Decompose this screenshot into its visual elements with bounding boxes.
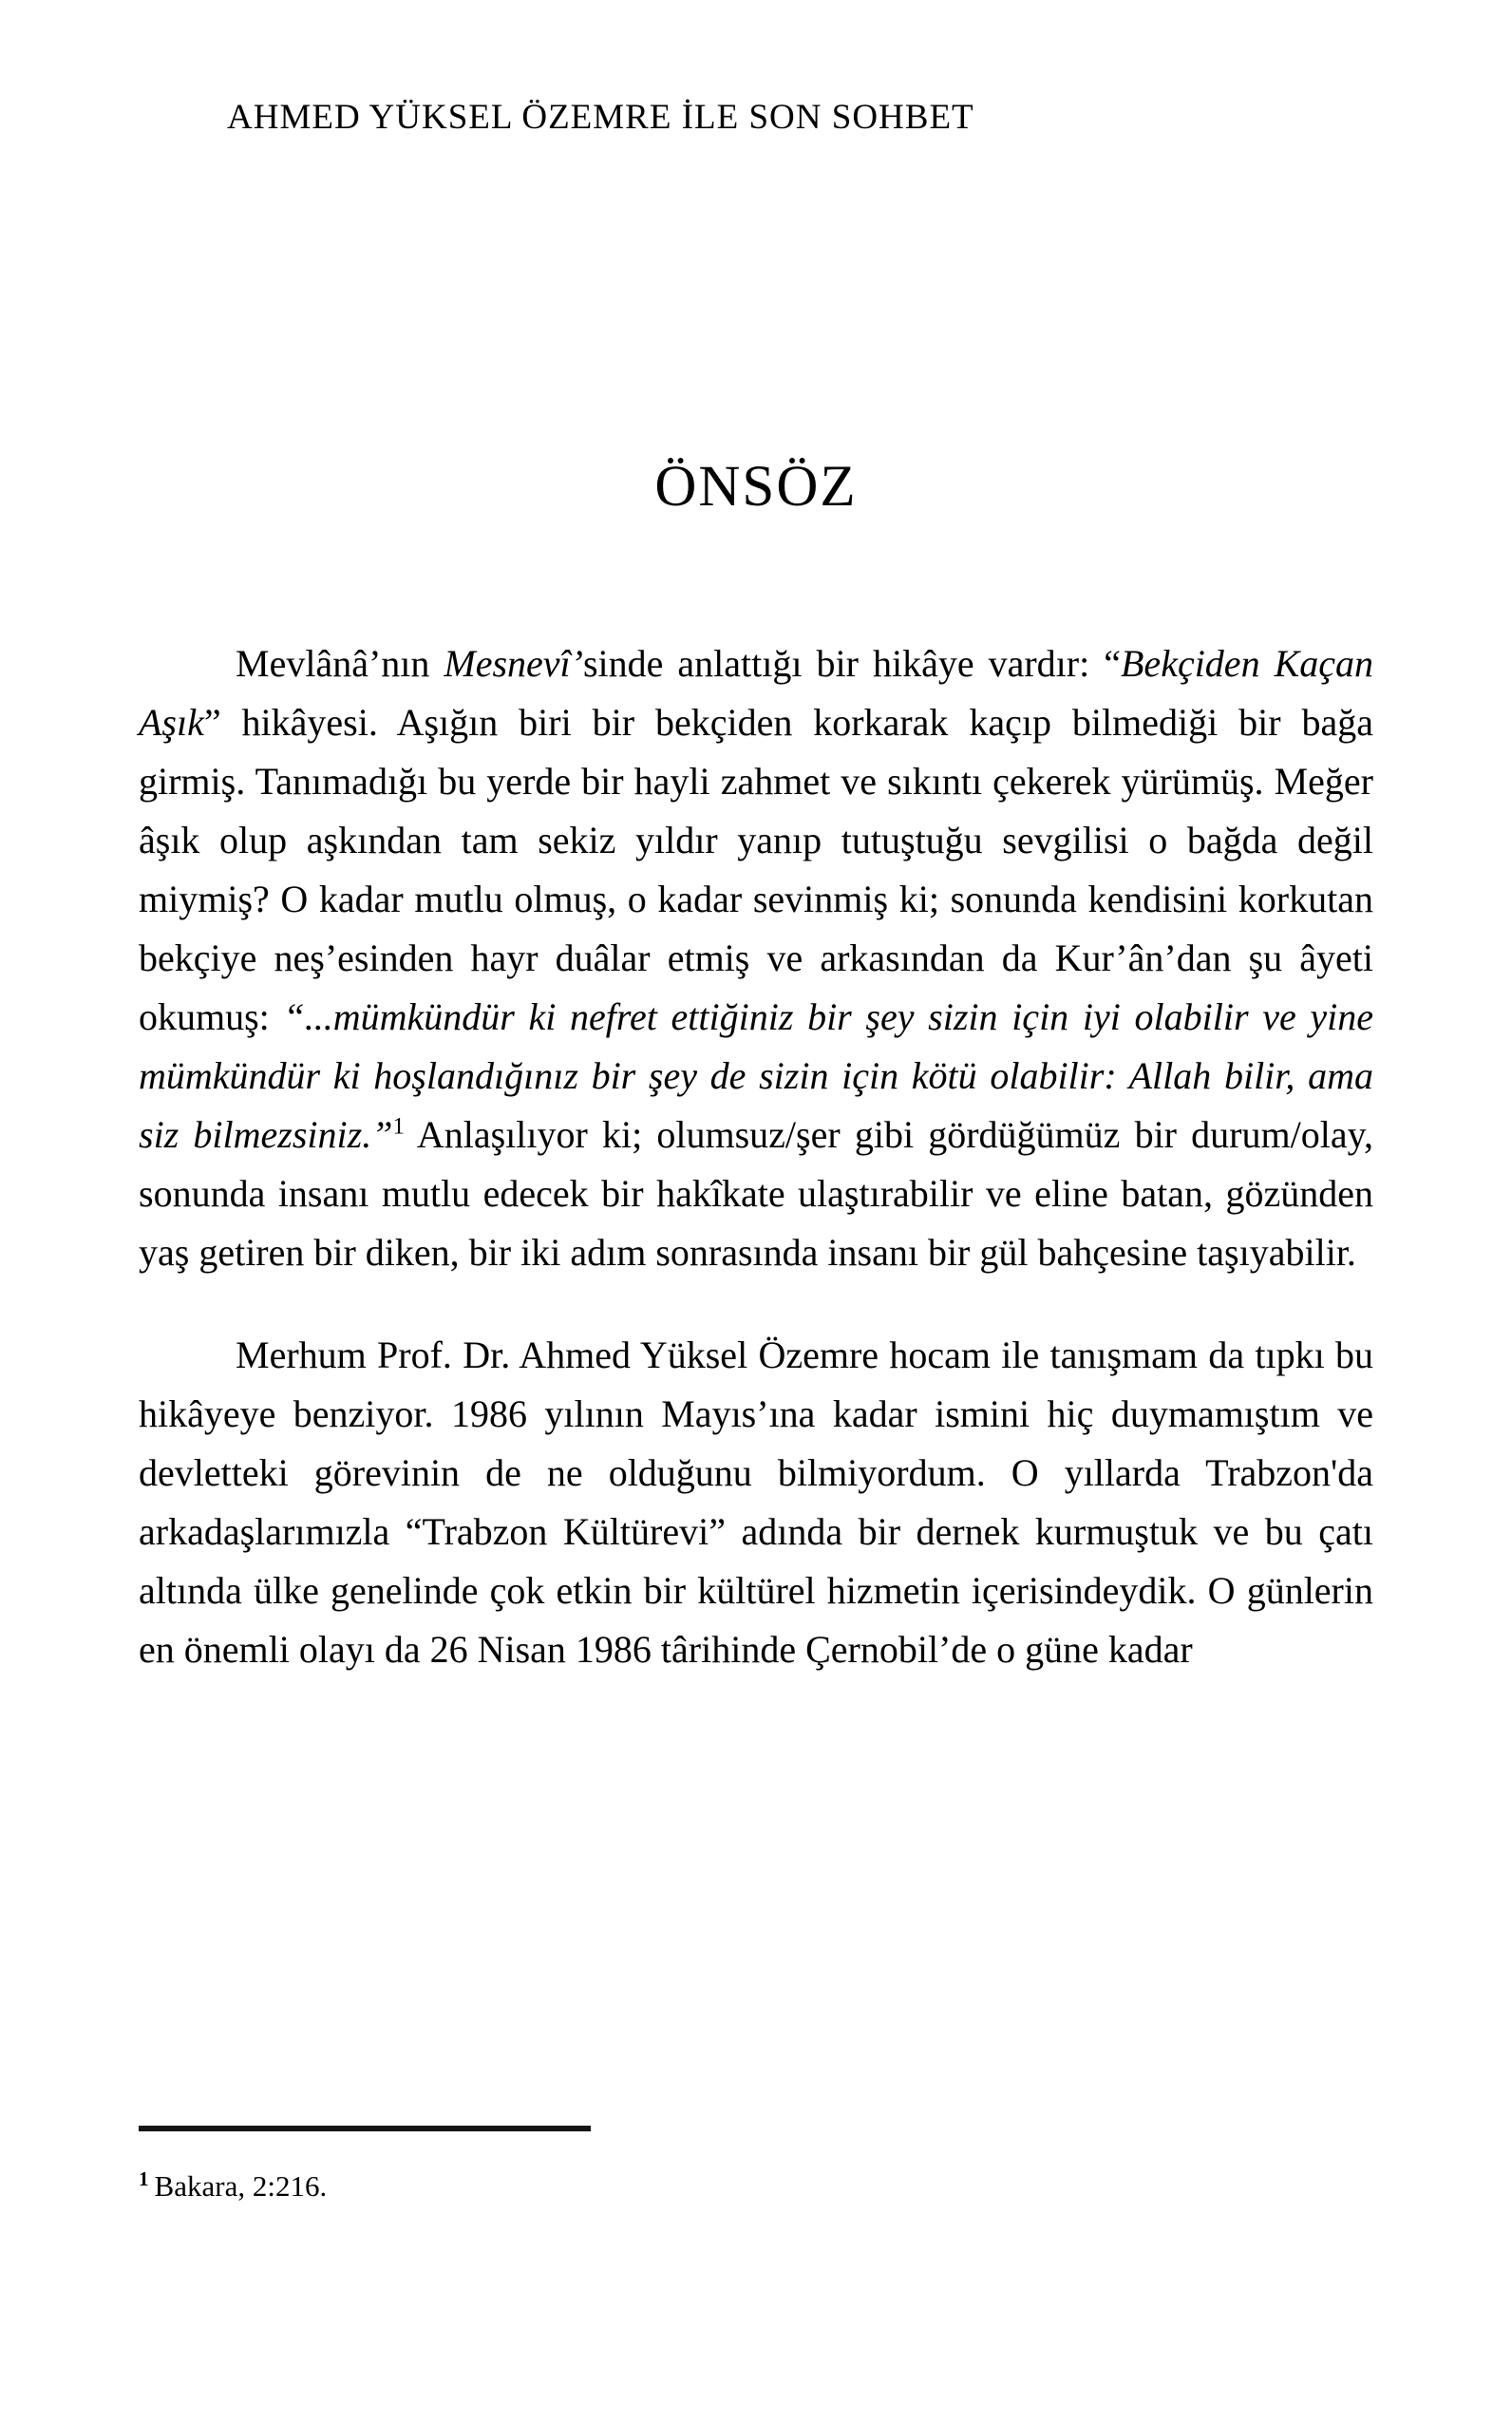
paragraph: Mevlânâ’nın Mesnevî’sinde anlattığı bir hikâye vardır: “Bekçiden Kaçan Aşık” hikâyesi. Aşığın biri bir bekçiden korkarak kaçıp bilmediği bir bağa girmiş. Tanımadığı bu yerde bir hayli zahmet ve sıkıntı çekerek yürümüş. Meğer âşık olup aşkından tam sekiz yıldır yanıp tutuştuğu sevgilisi o bağda değil miymiş? O kadar mutlu olmuş, o kadar sevinmiş ki; sonunda kendisini korkutan bekçiye neş’esinden hayr duâlar etmiş ve arkasından da Kur’ân’dan şu âyeti okumuş: “...mümkündür ki nefret ettiğiniz bir şey sizin için iyi olabilir ve yine mümkündür ki hoşlandığınız bir şey de sizin için kötü olabilir: Allah bilir, ama siz bilmezsiniz.”$^1$ Anlaşılıyor ki; olumsuz/şer gibi gördüğümüz bir durum/olay, sonunda insanı mutlu edecek bir hakîkate ulaştırabilir ve eline batan, gözünden yaş getiren bir diken, bir iki adım sonrasında insanı bir gül bahçesine taşıyabilir. <box>139 642 1374 1274</box>
running-header: AHMED YÜKSEL ÖZEMRE İLE SON SOHBET <box>227 98 974 137</box>
chapter-title: ÖNSÖZ <box>654 455 858 519</box>
footnote-rule <box>139 2126 591 2131</box>
footnote <box>139 2167 1373 2205</box>
footnote-area <box>139 2126 1373 2205</box>
footnote-text: Bakara, 2:216. <box>154 2169 328 2203</box>
paragraph: Merhum Prof. Dr. Ahmed Yüksel Özemre hocam ile tanışmam da tıpkı bu hikâyeye benziyor. 1986 yılının Mayıs’ına kadar ismini hiç duymamıştım ve devletteki görevinin de ne olduğunu bilmiyordum. O yıllarda Trabzon'da arkadaşlarımızla “Trabzon Kültürevi” adında bir dernek kurmuştuk ve bu çatı altında ülke genelinde çok etkin bir kültürel hizmetin içerisindeydik. O günlerin en önemli olayı da 26 Nisan 1986 târihinde Çernobil’de o güne kadar <box>139 1334 1373 1671</box>
footnote-marker: 1 <box>139 2167 149 2190</box>
body-text <box>139 634 1373 1679</box>
